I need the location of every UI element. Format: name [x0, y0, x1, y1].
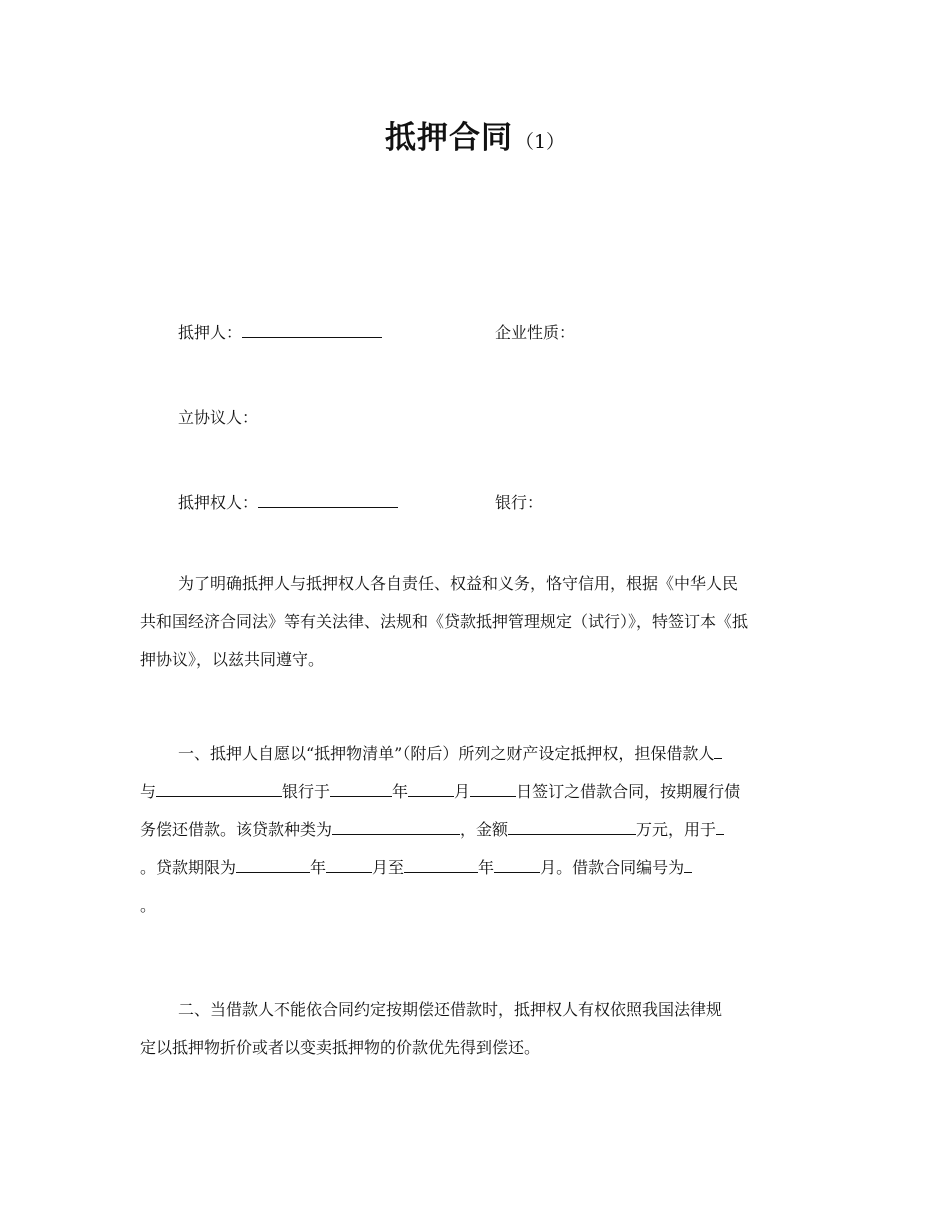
loan-type-blank — [332, 818, 460, 835]
mortgagee-label: 抵押权人： — [178, 493, 259, 512]
clause-one-text-4e: 月。借款合同编号为 — [540, 858, 685, 877]
term-end-year-blank — [404, 856, 478, 873]
clause-one-text-1: 一、抵押人自愿以“抵押物清单”（附后）所列之财产设定抵押权，担保借款人 — [178, 744, 715, 763]
clause-one-text-4c: 月至 — [372, 858, 405, 877]
loan-amount-blank — [508, 818, 636, 835]
clause-two-line — [140, 991, 812, 1029]
sign-month-blank — [408, 780, 454, 797]
clause-one-text-2b: 银行于 — [282, 782, 331, 801]
preamble-line-2: 共和国经济合同法》等有关法律、法规和《贷款抵押管理规定（试行）》，特签订本《抵 — [140, 612, 749, 631]
clause-one-text-3c: 万元，用于 — [636, 820, 717, 839]
title-suffix: （1） — [514, 131, 566, 153]
preamble-line-3: 押协议》，以兹共同遵守。 — [140, 650, 325, 669]
clause-one-line — [140, 849, 812, 887]
enterprise-nature-field — [495, 320, 575, 343]
borrower-blank — [714, 742, 722, 759]
clause-one-text-4b: 年 — [310, 858, 327, 877]
clause-two-paragraph — [140, 991, 812, 1067]
clause-one-line — [140, 811, 812, 849]
sign-year-blank — [330, 780, 392, 797]
preamble-paragraph — [140, 565, 812, 679]
clause-two-text-2: 定以抵押物折价或者以变卖抵押物的价款优先得到偿还。 — [140, 1038, 541, 1057]
mortgagor-field — [178, 320, 382, 343]
bank-label: 银行： — [495, 493, 544, 512]
enterprise-nature-label: 企业性质： — [495, 323, 576, 342]
borrower-name-blank — [156, 780, 282, 797]
clause-one-text-3b: ，金额 — [460, 820, 509, 839]
mortgagor-label: 抵押人： — [178, 323, 243, 342]
document-title — [0, 112, 950, 157]
clause-two-line — [140, 1029, 812, 1067]
term-start-year-blank — [236, 856, 310, 873]
clause-one-text-2a: 与 — [140, 782, 157, 801]
term-start-month-blank — [326, 856, 372, 873]
loan-purpose-blank — [716, 818, 724, 835]
contract-number-blank — [684, 856, 692, 873]
clause-one-line — [140, 773, 812, 811]
clause-one-text-4a: 。贷款期限为 — [140, 858, 237, 877]
preamble-line — [140, 603, 812, 641]
clause-one-text-3a: 务偿还借款。该贷款种类为 — [140, 820, 333, 839]
clause-one-text-5: 。 — [140, 896, 157, 915]
agreement-party-field — [178, 405, 258, 428]
term-end-month-blank — [494, 856, 540, 873]
mortgagee-field — [178, 490, 398, 513]
preamble-line — [140, 565, 812, 603]
mortgagee-blank — [258, 491, 398, 508]
sign-day-blank — [470, 780, 516, 797]
mortgagor-blank — [242, 321, 382, 338]
clause-one-paragraph — [140, 735, 812, 925]
clause-one-text-4d: 年 — [478, 858, 495, 877]
clause-two-text-1: 二、当借款人不能依合同约定按期偿还借款时，抵押权人有权依照我国法律规 — [178, 1000, 723, 1019]
bank-field — [495, 490, 543, 513]
agreement-party-label: 立协议人： — [178, 408, 259, 427]
clause-one-line — [140, 887, 812, 925]
clause-one-text-2e: 日签订之借款合同，按期履行债 — [516, 782, 741, 801]
clause-one-text-2c: 年 — [392, 782, 409, 801]
clause-one-line — [140, 735, 812, 773]
preamble-line-1: 为了明确抵押人与抵押权人各自责任、权益和义务，恪守信用，根据《中华人民 — [178, 574, 739, 593]
clause-one-text-2d: 月 — [454, 782, 471, 801]
preamble-line — [140, 641, 812, 679]
title-main: 抵押合同 — [384, 120, 513, 156]
